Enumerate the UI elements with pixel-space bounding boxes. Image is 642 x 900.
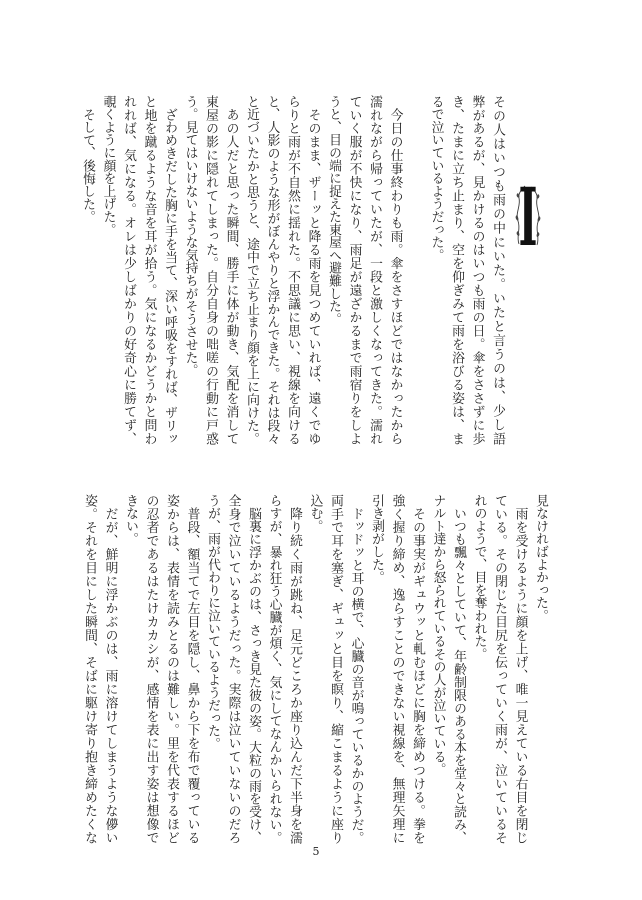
text-column: 強く握り締め、逸らすことのできない視線を、無理矢理に [389,494,405,844]
text-column: う。見てはいけないような気持ちがそうさせた。 [182,95,198,377]
text-column: 見なければよかった。 [533,494,548,622]
text-column: らりと雨が不自然に揺れた。不思議に思い、視線を向ける [285,95,300,445]
page-number: 5 [312,845,320,858]
text-column: 引き剥がした。 [369,494,384,584]
text-column: 覗くように顔を上げた。 [100,95,116,236]
text-column: 姿からは、表情を読みとるのは難しい。里を代表するほど [164,494,179,844]
text-column: 雨を受けるように顔を上げ、唯一見えている右目を閉じ [512,506,528,844]
text-column: 両手で耳を塞ぎ、ギュッと目を瞑り、縮こまるように座り [328,494,343,844]
text-column: うと、目の端に捉えた東屋へ避難した。 [326,95,341,326]
text-column: いつも飄々としていて、年齢制限のある本を堂々と読み、 [451,506,466,844]
text-column: 弊があるが、見かけるのはいつも雨の日。傘をささずに歩 [469,95,485,445]
text-column: その事実がギュウッと軋むほどに胸を締めつける。拳を [410,506,425,844]
text-column: ドッドッと耳の横で、心臓の音が鳴っているかのようだ。 [348,506,364,844]
drop-cap-letter: I [518,170,538,264]
text-column: れのようで、目を奪われた。 [471,494,487,661]
text-column: そして、後悔した。 [80,107,95,223]
text-column: と、人影のような形がぼんやりと浮かんできた。それは段々 [264,95,280,445]
text-column: ていく服が不快になり、雨足が遠ざかるまで雨宿りをしよ [346,95,362,445]
vine-ornament-icon [515,170,541,264]
text-column: ざわめきだした胸に手を当て、深い呼吸をすれば、ザリッ [162,107,177,445]
text-column: るで泣いているようだった。 [428,95,444,262]
text-column: その人はいつも雨の中にいた。いたと言うのは、少し語 [490,95,505,445]
text-column: ナルト達から怒られているその人が泣いている。 [430,494,446,776]
text-column: 脳裏に浮かぶのは、さっき見た彼の姿。大粒の雨を受け、 [246,506,261,844]
text-column: の忍者であるはたけカカシが、感情を表に出す姿は想像で [143,494,159,844]
text-column: 込む。 [307,494,323,533]
text-column: と近づいたかと思うと、途中で立ち止まり顔を上に向けた。 [244,95,259,445]
bottom-text-block [79,494,551,844]
blank-line [405,95,426,445]
text-column: と地を蹴るような音を耳が拾う。気になるかどうかと問わ [141,95,157,445]
text-column: きない。 [123,494,138,546]
text-column: き、たまに立ち止まり、空を仰ぎみて雨を浴びる姿は、ま [449,95,464,445]
text-column: だが、鮮明に浮かぶのは、雨に溶けてしまうような儚い [102,506,118,844]
text-column: 全身で泣いているようだった。実際は泣いていないのだろ [225,494,241,844]
text-column: れれば、気になる。オレは少しばかりの好奇心に勝てず、 [121,95,136,445]
text-column: 東屋の影に隠れてしまった。自分自身の咄嗟の行動に戸惑 [203,95,218,445]
drop-cap-ornament [515,170,541,264]
text-column: ている。その閉じた目尻を伝っていく雨が、泣いているそ [492,494,507,844]
text-column: 今日の仕事終わりも雨。傘をさすほどではなかったから [387,107,403,445]
text-column: 普段、額当てで左目を隠し、鼻から下を布で覆っている [184,506,200,844]
text-column: 濡れながら帰っていたが、一段と激しくなってきた。濡れ [367,95,382,445]
text-column: らすが、暴れ狂う心臓が煩く、気にしてなんかいられない。 [266,494,282,844]
text-column: 降り続く雨が跳ね、足元どころか座り込んだ下半身を濡 [287,506,302,844]
text-column: あの人だと思った瞬間、勝手に体が動き、気配を消して [223,107,239,445]
text-column: 姿。それを目にした瞬間、そばに駆け寄り抱き締めたくな [82,494,97,844]
text-column: そのまま、ザーッと降る雨を見つめていれば、遠くでゆ [305,107,321,445]
top-text-block [77,95,508,445]
text-column: うが、雨が代わりに泣いているようだった。 [205,494,220,750]
